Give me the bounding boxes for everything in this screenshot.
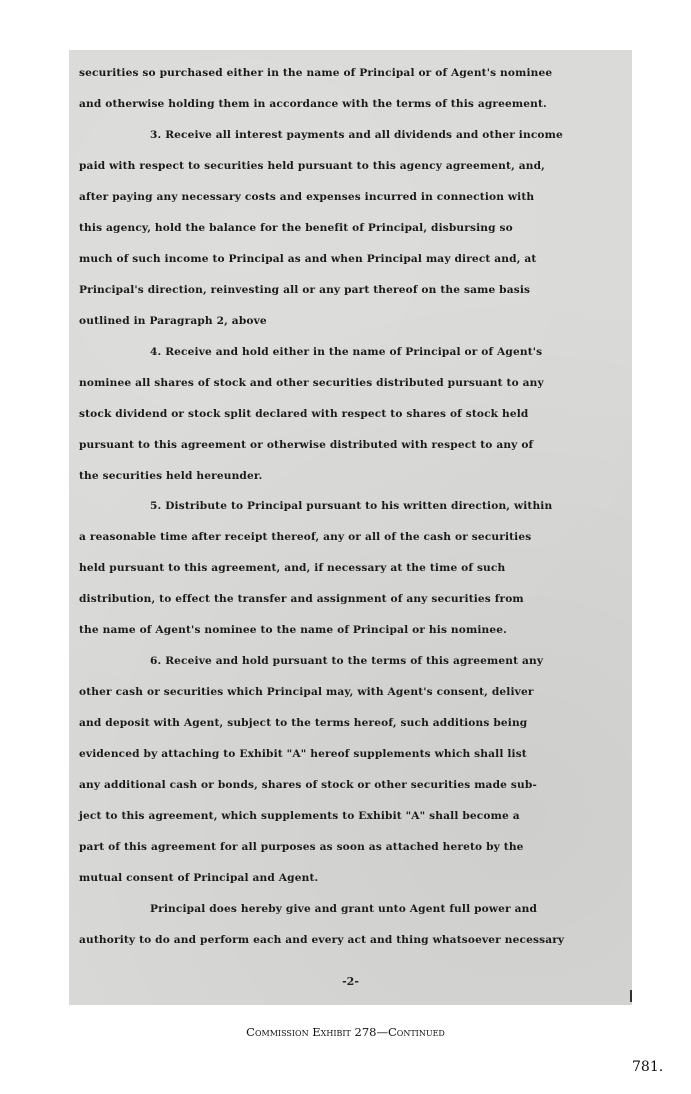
text-line: paid with respect to securities held pursuant to this agency agreement, and,	[79, 160, 546, 172]
text-line: a reasonable time after receipt thereof, any or all of the cash or securities	[79, 531, 532, 543]
text-line: nominee all shares of stock and other securities distributed pursuant to any	[79, 377, 544, 389]
paragraph-3-start: 3. Receive all interest payments and all dividends and other income	[150, 129, 563, 141]
paragraph-6-start: 6. Receive and hold pursuant to the terms of this agreement any	[150, 655, 544, 667]
page-number-marker: -2-	[342, 975, 359, 988]
text-line: outlined in Paragraph 2, above	[79, 315, 267, 327]
text-line: mutual consent of Principal and Agent.	[79, 872, 319, 884]
text-line: Principal's direction, reinvesting all or any part thereof on the same basis	[79, 284, 531, 296]
text-line: the securities held hereunder.	[79, 470, 263, 482]
text-line: distribution, to effect the transfer and assignment of any securities from	[79, 593, 524, 605]
paragraph-4-start: 4. Receive and hold either in the name of Principal or of Agent's	[150, 346, 543, 358]
text-line: and otherwise holding them in accordance with the terms of this agreement.	[79, 98, 547, 110]
scanned-page	[69, 50, 632, 1005]
text-line: evidenced by attaching to Exhibit "A" hereof supplements which shall list	[79, 748, 527, 760]
text-line: part of this agreement for all purposes as soon as attached hereto by the	[79, 841, 524, 853]
text-line: this agency, hold the balance for the benefit of Principal, disbursing so	[79, 222, 513, 234]
paragraph-5-start: 5. Distribute to Principal pursuant to his written direction, within	[150, 500, 553, 512]
text-line: the name of Agent's nominee to the name of Principal or his nominee.	[79, 624, 507, 636]
text-line: and deposit with Agent, subject to the terms hereof, such additions being	[79, 717, 528, 729]
folio-number: 781.	[632, 1059, 664, 1075]
scan-edge-mark	[630, 990, 632, 1002]
text-line: any additional cash or bonds, shares of stock or other securities made sub-	[79, 779, 537, 791]
text-line: ject to this agreement, which supplements to Exhibit "A" shall become a	[79, 810, 520, 822]
text-line: stock dividend or stock split declared with respect to shares of stock held	[79, 408, 529, 420]
text-line: after paying any necessary costs and expenses incurred in connection with	[79, 191, 535, 203]
text-line: pursuant to this agreement or otherwise distributed with respect to any of	[79, 439, 534, 451]
exhibit-caption: Commission Exhibit 278—Continued	[246, 1025, 445, 1039]
text-line: securities so purchased either in the name of Principal or of Agent's nominee	[79, 67, 553, 79]
text-line: authority to do and perform each and every act and thing whatsoever necessary	[79, 934, 565, 946]
paragraph-principal-start: Principal does hereby give and grant unto Agent full power and	[150, 903, 538, 915]
text-line: held pursuant to this agreement, and, if necessary at the time of such	[79, 562, 506, 574]
text-line: other cash or securities which Principal may, with Agent's consent, deliver	[79, 686, 534, 698]
text-line: much of such income to Principal as and when Principal may direct and, at	[79, 253, 537, 265]
